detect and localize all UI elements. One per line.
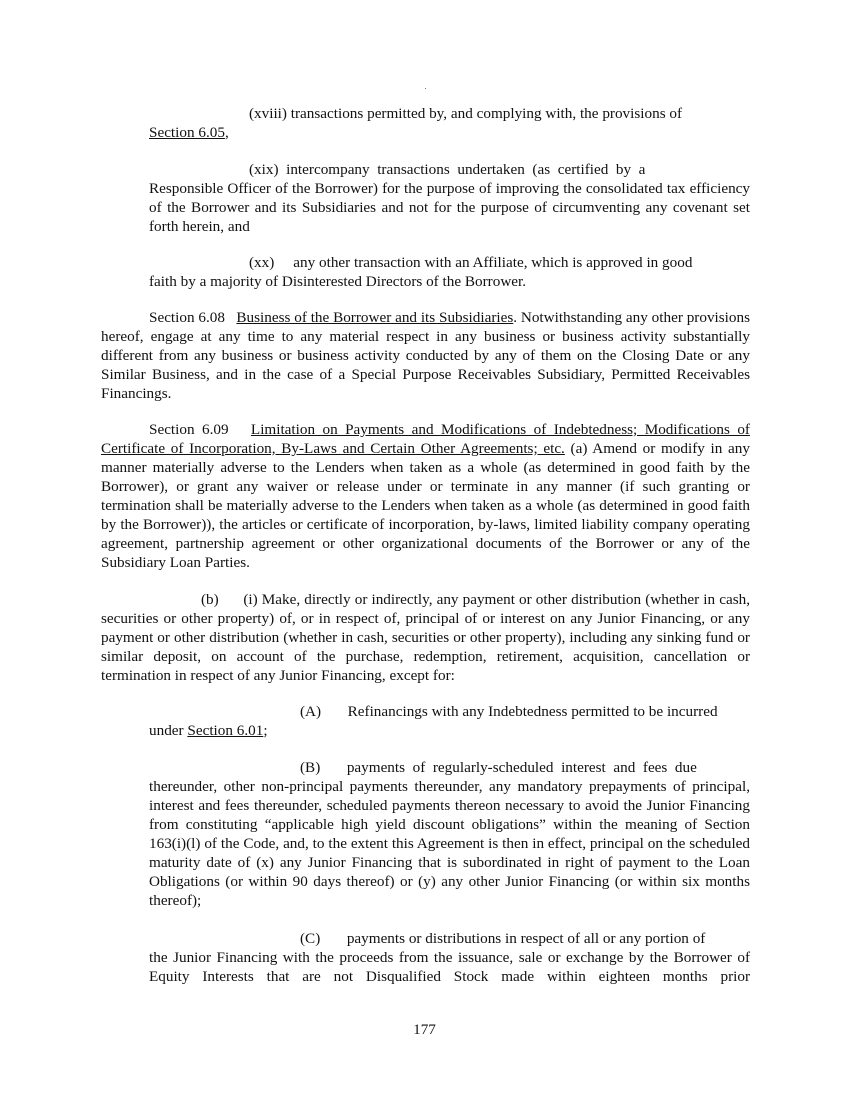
item-xviii-lead: (xviii) transactions permitted by, and complying with, the provisions of: [249, 105, 683, 122]
item-xix-body: Responsible Officer of the Borrower) for the purpose of improving the consolidated tax efficiency of the Borrower and its Subsidiaries and not for the purpose of circumventing any covenant set forth herein, and: [149, 180, 750, 235]
clause-b-body: thereunder, other non-principal payments thereunder, any mandatory prepayments of principal, interest and fees thereunder, scheduled payments thereon necessary to avoid the Junior Financing from constituting “applicable high yield discount obligations” within the meaning of Section 163(i)(l) of the Code, and, to the extent this Agreement is then in effect, principal on the scheduled maturity date of (x) any Junior Financing that is subordinated in right of payment to the Loan Obligations (or within 90 days thereof) or (y) any other Junior Financing (or within six months thereof);: [149, 778, 750, 909]
item-xx-lead: (xx) any other transaction with an Affiliate, which is approved in good: [249, 254, 693, 271]
section-6-09: [101, 420, 750, 572]
item-xviii-ref-line: [149, 123, 750, 142]
clause-a-lead: (A) Refinancings with any Indebtedness permitted to be incurred: [300, 703, 718, 720]
page-number: 177: [413, 1021, 436, 1038]
item-xviii-tail: ,: [224, 124, 229, 141]
clause-a-ref-line: [149, 721, 750, 740]
stray-mark: [425, 88, 426, 89]
section-6-05-link[interactable]: Section 6.05: [149, 124, 225, 141]
clause-c-body: the Junior Financing with the proceeds from the issuance, sale or exchange by the Borrower of Equity Interests that are not Disqualified Stock made within eighteen months prior: [149, 949, 750, 985]
section-6-01-link[interactable]: Section 6.01: [187, 722, 264, 739]
section-6-08-heading: Business of the Borrower and its Subsidiaries: [236, 309, 514, 326]
section-6-08-body: . Notwithstanding any other provisions hereof, engage at any time to any material respect in any business or business activity substantially different from any business or business activity conducted by any of them on the Closing Date or any Similar Business, and in the case of a Special Purpose Receivables Subsidiary, Permitted Receivables Financings.: [101, 309, 750, 402]
section-6-09-body: (a) Amend or modify in any manner materially adverse to the Lenders when taken as a whole (as determined in good faith by the Borrower), or grant any waiver or release under or terminate in any manner (if such granting or termination shall be materially adverse to the Lenders when taken as a whole (as determined in good faith by the Borrower)), the articles or certificate of incorporation, by-laws, limited liability company operating agreement, partnership agreement or other organizational documents of the Borrower or any of the Subsidiary Loan Parties.: [101, 440, 750, 571]
section-6-08-number: Section 6.08: [149, 309, 225, 326]
section-6-08: [101, 308, 750, 403]
clause-c-lead: (C) payments or distributions in respect of all or any portion of: [300, 930, 706, 947]
section-6-09-number: Section 6.09: [149, 421, 229, 438]
clause-a-pre: under: [149, 722, 188, 739]
item-xx-body: faith by a majority of Disinterested Directors of the Borrower.: [149, 273, 527, 290]
paragraph-b: (b) (i) Make, directly or indirectly, any payment or other distribution (whether in cash, securities or other property) of, or in respect of, principal of or interest on any Junior Financing, or any payment or other distribution (whether in cash, securities or other property), including any sinking fund or similar deposit, on account of the purchase, redemption, retirement, acquisition, cancellation or termination in respect of any Junior Financing, except for:: [101, 591, 754, 684]
item-xix-lead: (xix) intercompany transactions undertaken (as certified by a: [249, 161, 646, 178]
clause-a-tail: ;: [263, 722, 268, 739]
clause-b-lead: (B) payments of regularly-scheduled interest and fees due: [300, 759, 697, 776]
section-6-09-heading: Limitation on Payments and Modifications of Indebtedness; Modifications of Certificate of Incorporation, By-Laws and Certain Other Agreements; etc.: [101, 421, 750, 457]
